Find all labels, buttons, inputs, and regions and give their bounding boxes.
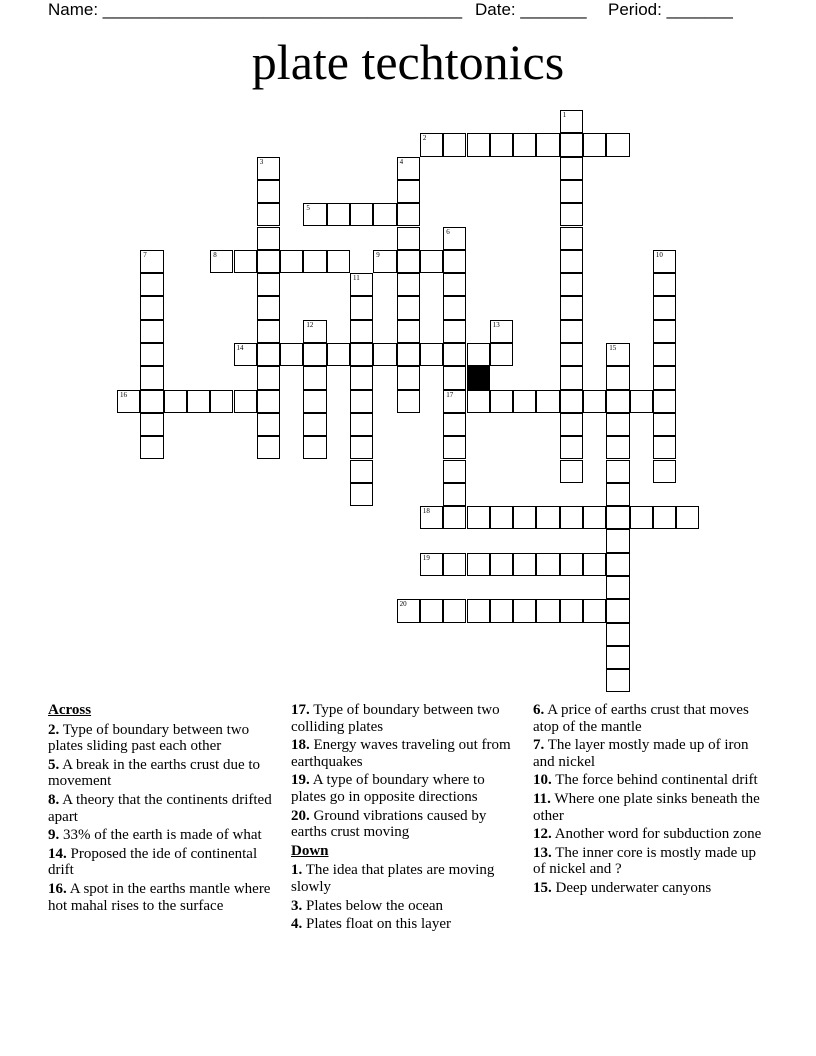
clue-text: Where one plate sinks beneath the other <box>533 790 760 824</box>
grid-cell[interactable] <box>443 250 466 273</box>
date-field[interactable]: Date: _______ <box>475 0 587 19</box>
clue-item <box>533 737 765 770</box>
clue-text: The idea that plates are moving slowly <box>291 862 495 895</box>
grid-cell[interactable] <box>234 390 257 413</box>
clue-text: Proposed the ide of continental drift <box>48 845 258 879</box>
grid-cell[interactable] <box>443 343 466 366</box>
clue-number: 14. <box>48 845 67 862</box>
clue-number: 9. <box>48 827 60 844</box>
grid-cell[interactable] <box>653 413 676 436</box>
clue-text: Another word for subduction zone <box>554 826 762 843</box>
grid-cell[interactable] <box>303 250 326 273</box>
grid-cell[interactable] <box>257 250 280 273</box>
grid-cell[interactable] <box>560 180 583 203</box>
grid-cell[interactable] <box>140 273 163 296</box>
grid-cell[interactable] <box>210 250 233 273</box>
grid-cell[interactable] <box>303 320 326 343</box>
grid-cell[interactable] <box>606 506 629 529</box>
clue-number: 17. <box>291 702 310 718</box>
grid-cell[interactable] <box>350 296 373 319</box>
grid-cell[interactable] <box>560 320 583 343</box>
clue-number: 13. <box>533 844 552 861</box>
grid-cell[interactable] <box>397 343 420 366</box>
grid-cell[interactable] <box>373 203 396 226</box>
grid-cell[interactable] <box>280 343 303 366</box>
grid-cell[interactable] <box>350 413 373 436</box>
clue-item <box>291 702 523 735</box>
grid-cell[interactable] <box>397 273 420 296</box>
grid-cell[interactable] <box>490 320 513 343</box>
down-heading: Down <box>291 842 329 859</box>
grid-cell[interactable] <box>606 460 629 483</box>
clue-column-2 <box>291 702 523 935</box>
grid-cell[interactable] <box>140 296 163 319</box>
period-field[interactable]: Period: _______ <box>608 0 733 19</box>
grid-cell[interactable] <box>653 366 676 389</box>
grid-cell[interactable] <box>327 250 350 273</box>
grid-cell[interactable] <box>257 320 280 343</box>
clue-item <box>48 846 280 879</box>
grid-cell[interactable] <box>653 343 676 366</box>
grid-cell[interactable] <box>606 623 629 646</box>
grid-cell[interactable] <box>653 460 676 483</box>
clue-number-label: 16 <box>120 390 127 399</box>
grid-cell[interactable] <box>303 343 326 366</box>
clue-number-label: 15 <box>609 344 617 352</box>
grid-cell[interactable] <box>350 343 373 366</box>
grid-cell[interactable] <box>513 390 536 413</box>
clue-number: 12. <box>533 826 552 843</box>
clue-number-label: 3 <box>259 157 264 166</box>
grid-cell[interactable] <box>560 506 583 529</box>
grid-cell[interactable] <box>443 296 466 319</box>
grid-cell[interactable] <box>653 506 676 529</box>
grid-cell[interactable] <box>630 506 653 529</box>
grid-cell[interactable] <box>606 390 629 413</box>
grid-cell[interactable] <box>490 133 513 156</box>
clue-number-label: 17 <box>446 390 454 399</box>
clue-number-label: 6 <box>446 227 450 236</box>
grid-cell[interactable] <box>490 553 513 576</box>
clue-number: 7. <box>533 737 545 754</box>
grid-cell[interactable] <box>350 460 373 483</box>
grid-cell[interactable] <box>560 413 583 436</box>
name-field[interactable]: Name: ______________________________________ <box>48 0 463 19</box>
clue-number-label: 20 <box>399 600 407 609</box>
grid-cell[interactable] <box>653 390 676 413</box>
grid-cell[interactable] <box>560 273 583 296</box>
grid-cell[interactable] <box>234 250 257 273</box>
grid-cell[interactable] <box>420 343 443 366</box>
clue-item <box>291 737 523 770</box>
grid-cell[interactable] <box>536 506 559 529</box>
grid-cell[interactable] <box>606 646 629 669</box>
clue-number: 3. <box>291 897 303 914</box>
clue-number-label: 1 <box>562 111 567 119</box>
grid-cell[interactable] <box>536 599 559 622</box>
grid-cell[interactable] <box>513 599 536 622</box>
grid-cell[interactable] <box>560 250 583 273</box>
clue-text: Plates float on this layer <box>306 916 451 933</box>
grid-cell[interactable] <box>397 366 420 389</box>
clue-number-label: 4 <box>399 157 404 166</box>
grid-cell[interactable] <box>140 436 163 459</box>
clue-number: 2. <box>48 721 60 738</box>
grid-cell[interactable] <box>536 133 559 156</box>
clue-number-label: 14 <box>236 344 244 352</box>
grid-cell[interactable] <box>140 390 163 413</box>
grid-cell[interactable] <box>257 436 280 459</box>
clue-number-label: 12 <box>306 320 314 329</box>
clue-number: 19. <box>291 772 310 789</box>
grid-cell[interactable] <box>653 296 676 319</box>
grid-cell[interactable] <box>443 390 466 413</box>
clue-item <box>48 792 280 825</box>
clue-number: 6. <box>533 702 545 718</box>
grid-cell[interactable] <box>443 320 466 343</box>
grid-cell[interactable] <box>560 343 583 366</box>
grid-cell[interactable] <box>257 227 280 250</box>
clue-item <box>533 772 765 789</box>
grid-cell[interactable] <box>513 506 536 529</box>
grid-cell[interactable] <box>140 320 163 343</box>
clue-item <box>291 916 523 933</box>
grid-cell[interactable] <box>653 436 676 459</box>
grid-cell[interactable] <box>303 413 326 436</box>
grid-cell[interactable] <box>606 436 629 459</box>
grid-cell[interactable] <box>303 203 326 226</box>
clue-item <box>291 898 523 915</box>
clue-text: The layer mostly made up of iron and nickel <box>533 737 749 770</box>
clue-column-1 <box>48 702 280 916</box>
grid-cell[interactable] <box>303 436 326 459</box>
clue-text: A spot in the earths mantle where hot mahal rises to the surface <box>48 880 271 914</box>
grid-cell[interactable] <box>583 133 606 156</box>
grid-cell[interactable] <box>606 529 629 552</box>
grid-cell[interactable] <box>373 250 396 273</box>
grid-cell[interactable] <box>397 250 420 273</box>
clue-item <box>291 772 523 805</box>
grid-cell[interactable] <box>350 366 373 389</box>
clue-item <box>291 808 523 841</box>
clue-text: The inner core is mostly made up of nickel and ? <box>533 844 757 878</box>
grid-cell[interactable] <box>653 250 676 273</box>
grid-cell[interactable] <box>536 390 559 413</box>
grid-cell[interactable] <box>350 273 373 296</box>
clue-item <box>48 881 280 914</box>
grid-cell[interactable] <box>583 506 606 529</box>
clue-text: The force behind continental drift <box>555 772 758 789</box>
grid-cell[interactable] <box>140 366 163 389</box>
clue-text: 33% of the earth is made of what <box>63 827 262 844</box>
grid-cell[interactable] <box>560 366 583 389</box>
grid-cell[interactable] <box>490 599 513 622</box>
clue-number: 8. <box>48 791 60 808</box>
grid-cell[interactable] <box>467 506 490 529</box>
grid-cell[interactable] <box>560 296 583 319</box>
grid-cell[interactable] <box>350 483 373 506</box>
grid-cell[interactable] <box>303 366 326 389</box>
grid-cell[interactable] <box>420 133 443 156</box>
clue-number: 10. <box>533 772 552 789</box>
grid-cell[interactable] <box>327 343 350 366</box>
grid-cell[interactable] <box>560 460 583 483</box>
clue-number-label: 8 <box>213 250 217 259</box>
grid-cell[interactable] <box>257 180 280 203</box>
grid-cell[interactable] <box>606 483 629 506</box>
grid-cell[interactable] <box>443 599 466 622</box>
clue-text: Ground vibrations caused by earths crust moving <box>291 807 487 841</box>
grid-cell[interactable] <box>350 320 373 343</box>
clue-number-label: 2 <box>422 134 427 143</box>
clue-number-label: 10 <box>655 250 663 259</box>
clue-column-3 <box>533 702 765 899</box>
grid-cell[interactable] <box>560 133 583 156</box>
grid-cell[interactable] <box>257 366 280 389</box>
grid-cell[interactable] <box>140 250 163 273</box>
grid-cell[interactable] <box>443 133 466 156</box>
grid-cell[interactable] <box>443 413 466 436</box>
clue-number-label: 13 <box>492 320 500 329</box>
clue-number-label: 11 <box>353 274 360 283</box>
clue-number-label: 7 <box>143 250 147 259</box>
grid-cell[interactable] <box>560 553 583 576</box>
clue-text: Type of boundary between two plates sliding past each other <box>48 721 250 755</box>
grid-cell[interactable] <box>327 203 350 226</box>
grid-cell[interactable] <box>303 390 326 413</box>
clue-item <box>533 880 765 897</box>
clue-text: Deep underwater canyons <box>555 879 712 896</box>
grid-cell[interactable] <box>210 390 233 413</box>
grid-cell[interactable] <box>420 250 443 273</box>
clue-text: A price of earths crust that moves atop of the mantle <box>533 702 749 735</box>
grid-cell[interactable] <box>606 669 629 692</box>
grid-cell[interactable] <box>443 366 466 389</box>
clue-number: 1. <box>291 862 303 879</box>
clue-number: 5. <box>48 756 60 773</box>
grid-cell[interactable] <box>257 343 280 366</box>
grid-cell[interactable] <box>560 436 583 459</box>
grid-cell[interactable] <box>280 250 303 273</box>
grid-cell[interactable] <box>560 157 583 180</box>
grid-cell[interactable] <box>397 320 420 343</box>
grid-cell[interactable] <box>583 599 606 622</box>
grid-cell[interactable] <box>350 436 373 459</box>
clue-text: Type of boundary between two colliding plates <box>291 702 500 735</box>
grid-cell[interactable] <box>420 506 443 529</box>
grid-cell[interactable] <box>606 133 629 156</box>
clue-item <box>48 722 280 755</box>
grid-cell[interactable] <box>257 157 280 180</box>
grid-cell[interactable] <box>234 343 257 366</box>
grid-cell[interactable] <box>373 343 396 366</box>
clue-number: 4. <box>291 916 303 933</box>
grid-cell[interactable] <box>560 227 583 250</box>
grid-cell[interactable] <box>583 553 606 576</box>
grid-cell[interactable] <box>606 576 629 599</box>
grid-cell[interactable] <box>630 390 653 413</box>
grid-cell[interactable] <box>490 506 513 529</box>
clue-item <box>533 845 765 878</box>
clue-item <box>291 862 523 895</box>
grid-cell[interactable] <box>117 390 140 413</box>
grid-cell[interactable] <box>397 180 420 203</box>
grid-cell[interactable] <box>420 599 443 622</box>
grid-cell[interactable] <box>140 343 163 366</box>
grid-cell[interactable] <box>257 413 280 436</box>
clue-item <box>533 826 765 843</box>
grid-cell[interactable] <box>443 553 466 576</box>
clue-item <box>533 791 765 824</box>
across-heading: Across <box>48 702 92 718</box>
clue-number: 15. <box>533 879 552 896</box>
grid-cell[interactable] <box>490 390 513 413</box>
grid-cell[interactable] <box>560 203 583 226</box>
grid-cell[interactable] <box>140 413 163 436</box>
clue-item <box>48 757 280 790</box>
grid-cell[interactable] <box>583 390 606 413</box>
grid-cell[interactable] <box>397 599 420 622</box>
clue-text: Energy waves traveling out from earthquakes <box>291 737 511 770</box>
grid-cell[interactable] <box>606 343 629 366</box>
grid-cell[interactable] <box>467 599 490 622</box>
grid-cell[interactable] <box>443 227 466 250</box>
clue-text: Plates below the ocean <box>306 897 444 914</box>
clue-number-label: 18 <box>422 507 430 516</box>
grid-cell[interactable] <box>443 273 466 296</box>
clue-number: 16. <box>48 880 67 897</box>
grid-cell[interactable] <box>560 599 583 622</box>
grid-cell[interactable] <box>164 390 187 413</box>
page-title: plate techtonics <box>251 34 565 90</box>
clue-number: 11. <box>533 790 551 807</box>
grid-cell[interactable] <box>350 390 373 413</box>
clue-text: A type of boundary where to plates go in opposite directions <box>291 772 485 805</box>
grid-cell[interactable] <box>443 436 466 459</box>
grid-cell[interactable] <box>606 413 629 436</box>
clue-item <box>48 827 280 844</box>
grid-cell[interactable] <box>536 553 559 576</box>
clue-number: 18. <box>291 737 310 754</box>
grid-cell[interactable] <box>397 203 420 226</box>
clue-number-label: 9 <box>376 250 380 259</box>
grid-cell[interactable] <box>397 157 420 180</box>
grid-cell[interactable] <box>606 366 629 389</box>
grid-cell[interactable] <box>443 506 466 529</box>
grid-cell[interactable] <box>467 343 490 366</box>
grid-cell[interactable] <box>467 390 490 413</box>
grid-cell[interactable] <box>350 203 373 226</box>
grid-cell[interactable] <box>443 483 466 506</box>
grid-cell[interactable] <box>397 227 420 250</box>
grid-cell[interactable] <box>560 390 583 413</box>
grid-cell[interactable] <box>397 390 420 413</box>
grid-cell[interactable] <box>676 506 699 529</box>
grid-cell[interactable] <box>443 460 466 483</box>
grid-cell[interactable] <box>606 599 629 622</box>
grid-cell[interactable] <box>257 390 280 413</box>
grid-cell[interactable] <box>490 343 513 366</box>
blocked-cell <box>467 366 490 389</box>
grid-cell[interactable] <box>397 296 420 319</box>
grid-cell[interactable] <box>467 133 490 156</box>
grid-cell[interactable] <box>560 110 583 133</box>
clue-number-label: 5 <box>306 204 310 213</box>
clue-number: 20. <box>291 807 310 824</box>
clue-item <box>533 702 765 735</box>
grid-cell[interactable] <box>653 320 676 343</box>
grid-cell[interactable] <box>606 553 629 576</box>
grid-cell[interactable] <box>513 133 536 156</box>
grid-cell[interactable] <box>257 273 280 296</box>
clue-number-label: 19 <box>422 553 430 562</box>
grid-cell[interactable] <box>187 390 210 413</box>
grid-cell[interactable] <box>257 296 280 319</box>
clue-text: A theory that the continents drifted apart <box>48 791 272 825</box>
grid-cell[interactable] <box>467 553 490 576</box>
clue-text: A break in the earths crust due to movement <box>48 756 261 790</box>
grid-cell[interactable] <box>513 553 536 576</box>
grid-cell[interactable] <box>420 553 443 576</box>
grid-cell[interactable] <box>653 273 676 296</box>
grid-cell[interactable] <box>257 203 280 226</box>
